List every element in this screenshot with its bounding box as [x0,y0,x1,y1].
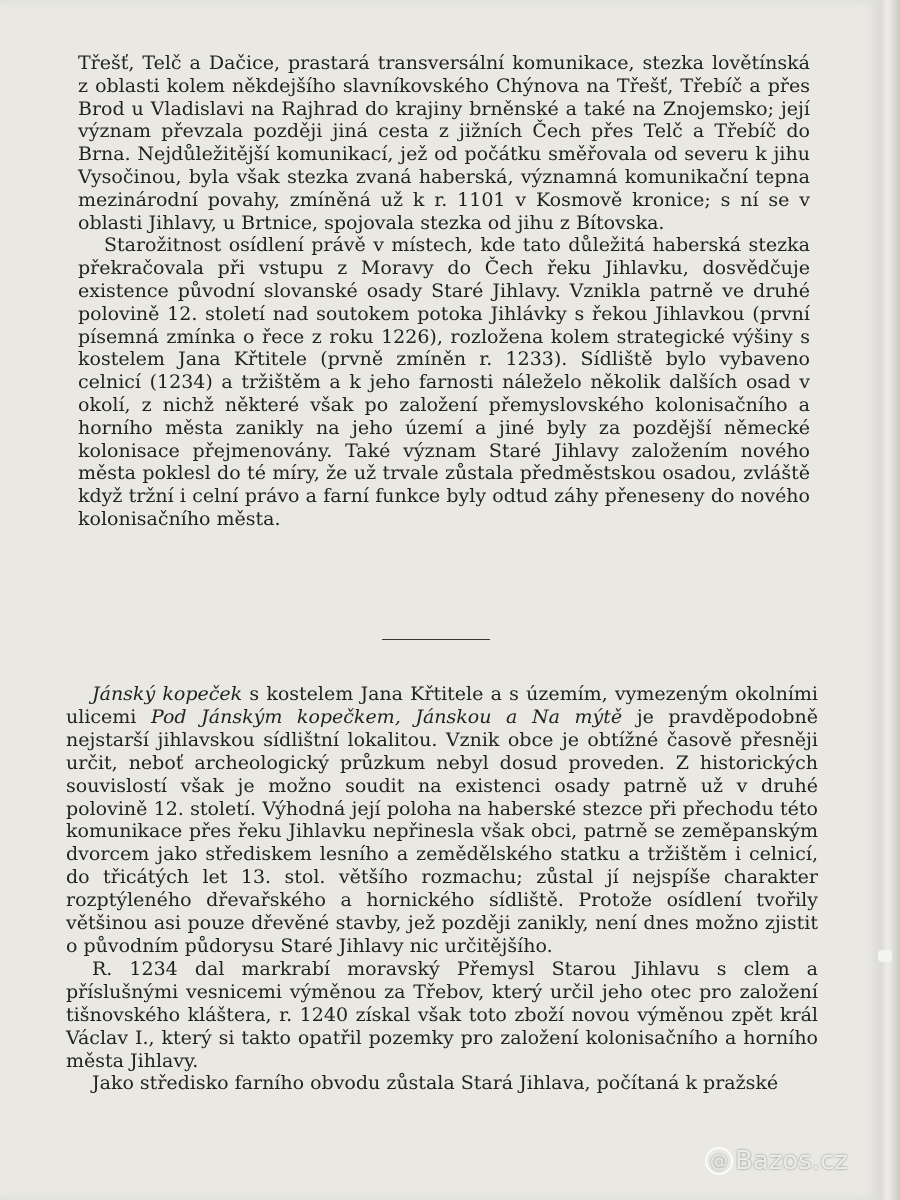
italic-text-run: Pod Jánským kopečkem, Jánskou a Na mýtě [150,705,623,728]
text-run: Starožitnost osídlení právě v místech, kde tato důležitá haberská stezka překračovala při vstupu z Moravy do Čech řeku Jihlavku, dosvědčuje existence původní slovanské osady Staré Jihlavy. Vznikla patrně ve druhé polovině 12. století nad soutokem potoka Jihlávky s řekou Jihlavkou (první písemná zmínka o řece z roku 1226), rozložena kolem strategické výšiny s kostelem Jana Křtitele (prvně zmíněn r. 1233). Sídliště bylo vybaveno celnicí (1234) a tržištěm a k jeho farnosti náleželo několik dalších osad v okolí, z nichž některé však po založení přemyslovského kolonisačního a horního města zanikly na jeho území a jiné byly za pozdější německé kolonisace přejmenovány. Také význam Staré Jihlavy založením nového města poklesl do té míry, že už trvale zůstala předměstskou osadou, zvláště když tržní i celní právo a farní funkce byly odtud záhy přeneseny do nového kolonisačního města. [78,234,810,530]
text-run: s kostelem Jana Křtitele a s územím, vymezeným okolními ulicemi [66,683,818,728]
page-edge [880,0,900,1200]
at-icon: @ [705,1147,733,1175]
section-divider [382,639,490,640]
paragraph [66,958,818,1073]
text-run: Jako středisko farního obvodu zůstala Stará Jihlava, počítaná k pražské [92,1072,779,1095]
text-section-bottom [66,683,818,1095]
watermark-text: Bazos.cz [735,1146,849,1176]
paragraph [66,1072,818,1095]
paper-mark [878,950,892,962]
text-run: je pravděpodobně nejstarší jihlavskou sídlištní lokalitou. Vznik obce je obtížné časově přesněji určit, neboť archeologický průzkum nebyl dosud proveden. Z historických souvislostí však je možno soudit na existenci osady patrně už v druhé polovině 12. století. Výhodná její poloha na haberské stezce při přechodu této komunikace přes řeku Jihlavku nepřinesla však obci, patrně se zeměpanským dvorcem jako střediskem lesního a zemědělského statku a tržištěm i celnicí, do třicátých let 13. stol. většího rozmachu; zůstal jí nejspíše charakter rozptýleného dřevařského a hornického sídliště. Protože osídlení tvořily většinou asi pouze dřevěné stavby, jež později zanikly, není dnes možno zjistit o původním půdorysu Staré Jihlavy nic určitějšího. [66,705,818,957]
paragraph [78,234,810,530]
text-run: Třešť, Telč a Dačice, prastará transversální komunikace, stezka lovětínská z oblasti kolem někdejšího slavníkovského Chýnova na Třešť, Třebíč a přes Brod u Vladislavi na Rajhrad do krajiny brněnské a také na Znojemsko; její význam převzala později jiná cesta z jižních Čech přes Telč a Třebíč do Brna. Nejdůležitější komunikací, jež od počátku směřovala od severu k jihu Vysočinou, byla však stezka zvaná haberská, významná komunikační tepna mezinárodní povahy, zmíněná už k r. 1101 v Kosmově kronice; s ní se v oblasti Jihlavy, u Brtnice, spojovala stezka od jihu z Bítovska. [78,52,810,234]
paragraph [66,683,818,958]
paragraph [78,52,810,234]
watermark [705,1146,848,1176]
text-section-top [78,52,810,531]
text-run: R. 1234 dal markrabí moravský Přemysl Starou Jihlavu s clem a příslušnými vesnicemi výměnou za Třebov, který určil jeho otec pro založení tišnovského kláštera, r. 1240 získal však toto zboží novou výměnou zpět král Václav I., který si takto opatřil pozemky pro založení kolonisačního a horního města Jihlavy. [66,957,818,1072]
italic-text-run: Jánský kopeček [92,683,243,705]
